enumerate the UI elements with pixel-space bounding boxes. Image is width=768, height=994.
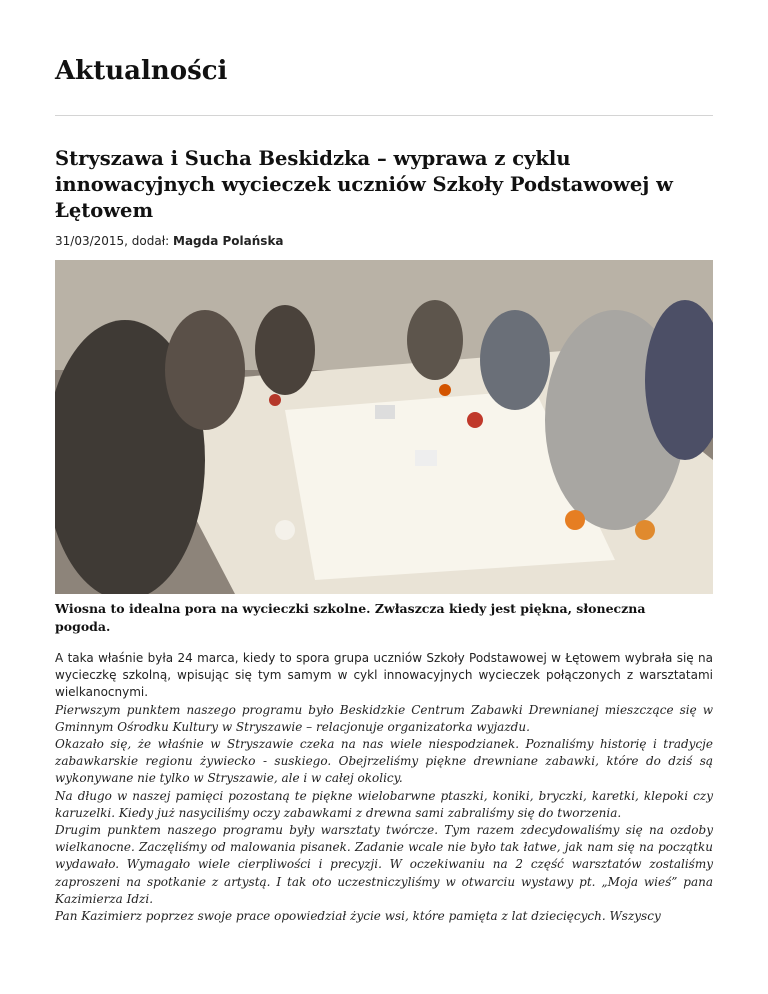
paragraph: Pierwszym punktem naszego programu było Beskidzkie Centrum Zabawki Drewnianej mieszczące się w Gminnym Ośrodku Kultury w Stryszawie – relacjonuje organizatorka wyjazdu.	[55, 702, 713, 734]
paragraph: A taka właśnie była 24 marca, kiedy to spora grupa uczniów Szkoły Podstawowej w Łętowem wybrała się na wycieczkę szkolną, wpisując się tym samym w cykl innowacyjnych wycieczek połączonych z warsztatami wielkanocnymi.	[55, 651, 713, 700]
paragraph: Pan Kazimierz poprzez swoje prace opowiedział życie wsi, które pamięta z lat dziecięcych. Wszyscy	[55, 909, 661, 924]
divider	[55, 115, 713, 116]
article-photo	[55, 260, 713, 594]
children-painting-eggs-photo	[55, 260, 713, 594]
paragraph: Okazało się, że właśnie w Stryszawie czeka na nas wiele niespodzianek. Poznaliśmy historię i tradycje zabawkarskie regionu żywiecko - suskiego. Obejrzeliśmy piękne drewniane zabawki, które do dziś są wykonywane nie tylko w Stryszawie, ale i w całej okolicy.	[55, 737, 713, 786]
section-title: Aktualności	[55, 56, 228, 86]
article-body	[55, 650, 713, 925]
article-lead: Wiosna to idealna pora na wycieczki szkolne. Zwłaszcza kiedy jest piękna, słoneczna pogoda.	[55, 601, 646, 634]
paragraph: Drugim punktem naszego programu były warsztaty twórcze. Tym razem zdecydowaliśmy się na ozdoby wielkanocne. Zaczęliśmy od malowania pisanek. Zadanie wcale nie było tak łatwe, jak nam się na początku wydawało. Wymagało wiele cierpliwości i precyzji. W oczekiwaniu na 2 część warsztatów zostaliśmy zaproszeni na spotkanie z artystą. I tak oto uczestniczyliśmy w otwarciu wystawy pt. „Moja wieś” pana Kazimierza Idzi.	[55, 823, 713, 906]
paragraph: Na długo w naszej pamięci pozostaną te piękne wielobarwne ptaszki, koniki, bryczki, karetki, klepoki czy karuzelki. Kiedy już nasyciliśmy oczy zabawkami z drewna sami zabraliśmy się do tworzenia.	[55, 788, 713, 820]
article-headline[interactable]: Stryszawa i Sucha Beskidzka – wyprawa z cyklu innowacyjnych wycieczek uczniów Szkoły Podstawowej w Łętowem	[55, 147, 673, 222]
article-author[interactable]: Magda Polańska	[173, 234, 284, 248]
article-date: 31/03/2015, dodał:	[55, 234, 170, 248]
article-meta	[55, 234, 284, 248]
